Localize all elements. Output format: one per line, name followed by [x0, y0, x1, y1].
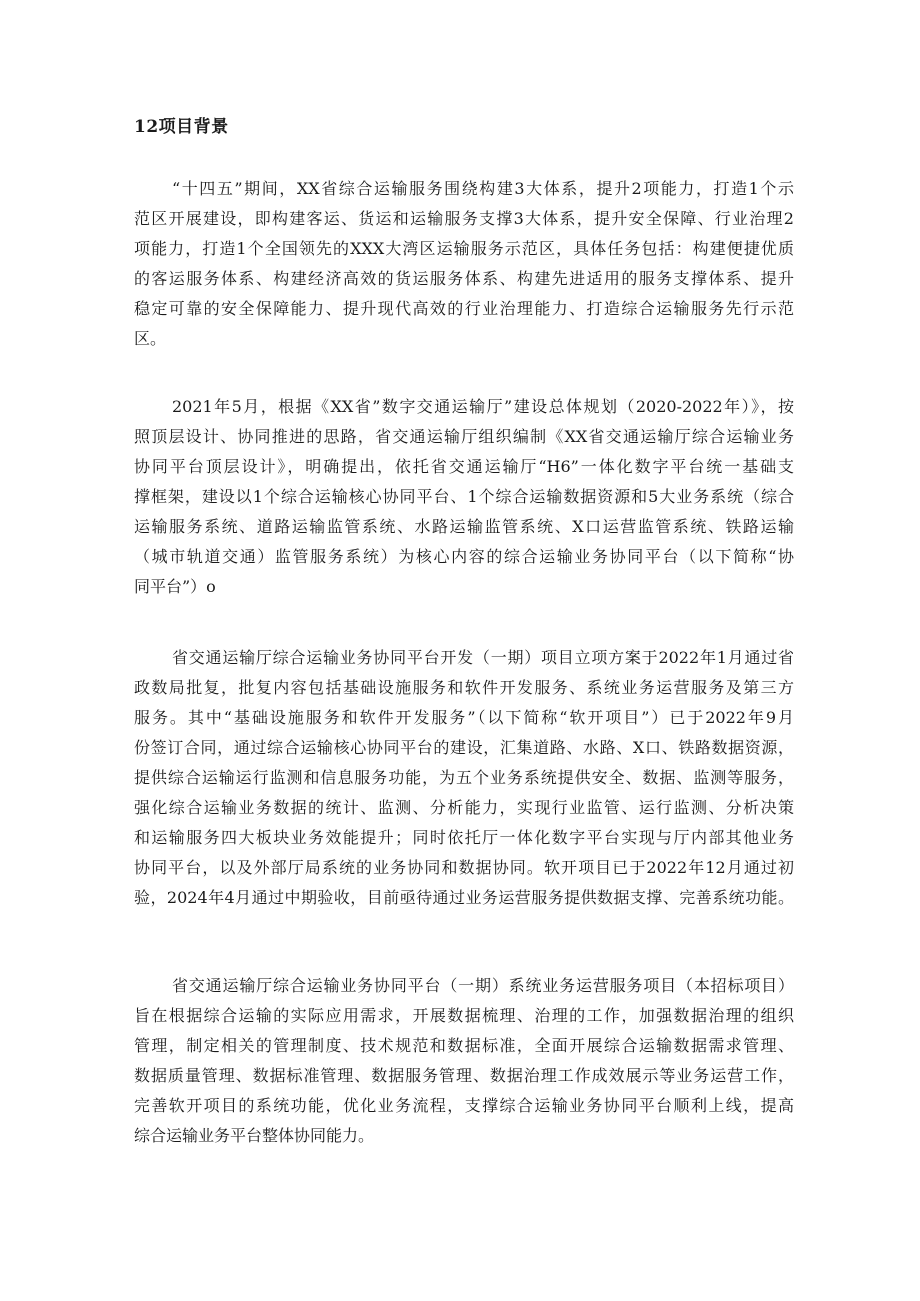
paragraph-line: 验，2024年4月通过中期验收，目前亟待通过业务运营服务提供数据支撑、完善系统功能。	[134, 888, 794, 907]
paragraph-line: 协同平台，以及外部厅局系统的业务协同和数据协同。软开项目已于2022年12月通过初	[134, 858, 794, 877]
paragraph-line: 2021年5月，根据《XX省”数字交通运输厅”建设总体规划（2020-2022年）》，按	[172, 397, 794, 416]
paragraph-line: 提供综合运输运行监测和信息服务功能，为五个业务系统提供安全、数据、监测等服务，	[134, 768, 794, 787]
paragraph-line: 省交通运输厅综合运输业务协同平台开发（一期）项目立项方案于2022年1月通过省	[172, 648, 794, 667]
paragraph-line: 综合运输业务平台整体协同能力。	[134, 1126, 375, 1145]
paragraph-line: 协同平台顶层设计》，明确提出，依托省交通运输厅“H6”一体化数字平台统一基础支	[134, 457, 794, 476]
paragraph-line: 稳定可靠的安全保障能力、提升现代高效的行业治理能力、打造综合运输服务先行示范	[134, 299, 794, 318]
paragraph-line: 项能力，打造1个全国领先的XXX大湾区运输服务示范区，具体任务包括：构建便捷优质	[134, 239, 794, 258]
paragraph-line: 数据质量管理、数据标准管理、数据服务管理、数据治理工作成效展示等业务运营工作，	[134, 1066, 794, 1085]
paragraph-line: 的客运服务体系、构建经济高效的货运服务体系、构建先进适用的服务支撑体系、提升	[134, 269, 794, 288]
paragraph-3	[134, 643, 794, 913]
paragraph-line: 服务。其中“基础设施服务和软件开发服务”（以下简称“软开项目”）已于2022年9月	[134, 708, 794, 727]
paragraph-line: 运输服务系统、道路运输监管系统、水路运输监管系统、X口运营监管系统、铁路运输	[134, 517, 794, 536]
paragraph-4	[134, 971, 794, 1151]
paragraph-line: 份签订合同，通过综合运输核心协同平台的建设，汇集道路、水路、X口、铁路数据资源，	[134, 738, 794, 757]
section-heading: 12项目背景	[134, 117, 229, 137]
paragraph-line: 旨在根据综合运输的实际应用需求，开展数据梳理、治理的工作，加强数据治理的组织	[134, 1006, 794, 1025]
paragraph-line: 政数局批复，批复内容包括基础设施服务和软件开发服务、系统业务运营服务及第三方	[134, 678, 794, 697]
paragraph-line: “十四五”期间，XX省综合运输服务围绕构建3大体系，提升2项能力，打造1个示	[172, 179, 794, 198]
paragraph-1	[134, 174, 794, 354]
paragraph-2	[134, 392, 794, 602]
paragraph-line: 同平台”）o	[134, 577, 216, 596]
paragraph-line: 完善软开项目的系统功能，优化业务流程，支撑综合运输业务协同平台顺利上线，提高	[134, 1096, 794, 1115]
paragraph-line: 撑框架，建设以1个综合运输核心协同平台、1个综合运输数据资源和5大业务系统（综合	[134, 487, 794, 506]
paragraph-line: 管理，制定相关的管理制度、技术规范和数据标准，全面开展综合运输数据需求管理、	[134, 1036, 794, 1055]
paragraph-line: 强化综合运输业务数据的统计、监测、分析能力，实现行业监管、运行监测、分析决策	[134, 798, 794, 817]
paragraph-line: 范区开展建设，即构建客运、货运和运输服务支撑3大体系，提升安全保障、行业治理2	[134, 209, 794, 228]
paragraph-line: 省交通运输厅综合运输业务协同平台（一期）系统业务运营服务项目（本招标项目）	[172, 976, 794, 995]
paragraph-line: 区。	[134, 329, 167, 348]
paragraph-line: （城市轨道交通）监管服务系统）为核心内容的综合运输业务协同平台（以下简称“协	[134, 547, 794, 566]
paragraph-line: 和运输服务四大板块业务效能提升；同时依托厅一体化数字平台实现与厅内部其他业务	[134, 828, 794, 847]
paragraph-line: 照顶层设计、协同推进的思路，省交通运输厅组织编制《XX省交通运输厅综合运输业务	[134, 427, 794, 446]
